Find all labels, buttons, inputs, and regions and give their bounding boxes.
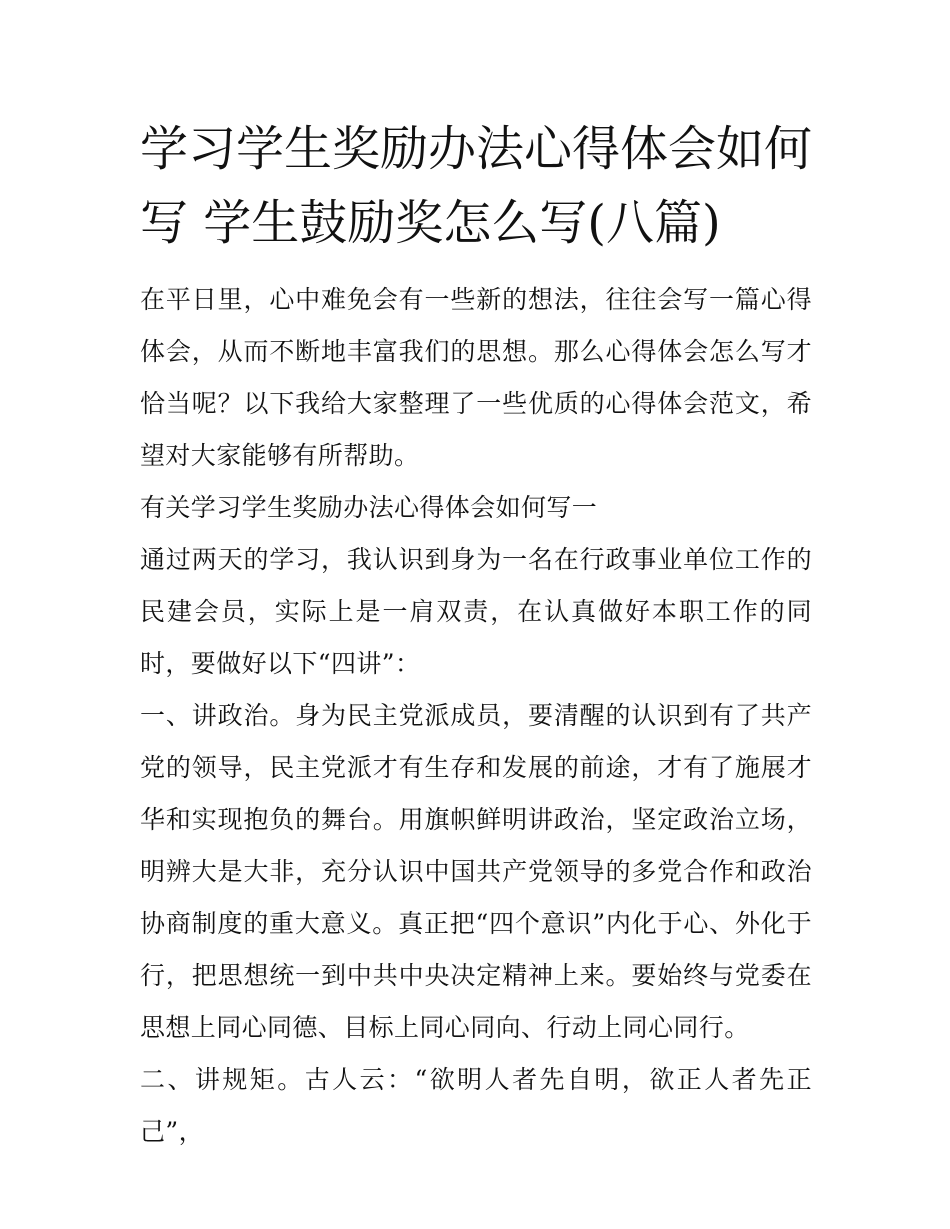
body-paragraph-politics: 一、讲政治。身为民主党派成员，要清醒的认识到有了共产党的领导，民主党派才有生存和发展的前途，才有了施展才华和实现抱负的舞台。用旗帜鲜明讲政治，坚定政治立场，明辨大是大非，充分认识中国共产党领导的多党合作和政治协商制度的重大意义。真正把“四个意识”内化于心、外化于行，把思想统一到中共中央决定精神上来。要始终与党委在思想上同心同德、目标上同心同向、行动上同心同行。 [140,701,812,1042]
document-title: 学习学生奖励办法心得体会如何写 学生鼓励奖怎么写(八篇) [140,121,813,251]
body-paragraph-rules: 二、讲规矩。古人云：“欲明人者先自明，欲正人者先正己”， [140,1065,812,1146]
body-paragraph: 通过两天的学习，我认识到身为一名在行政事业单位工作的民建会员，实际上是一肩双责，在认真做好本职工作的同时，要做好以下“四讲”： [140,545,812,678]
intro-paragraph: 在平日里，心中难免会有一些新的想法，往往会写一篇心得体会，从而不断地丰富我们的思想。那么心得体会怎么写才恰当呢？以下我给大家整理了一些优质的心得体会范文，希望对大家能够有所帮助。 [140,285,812,470]
document-page [140,112,812,1158]
section-heading: 有关学习学生奖励办法心得体会如何写一 [140,493,598,522]
